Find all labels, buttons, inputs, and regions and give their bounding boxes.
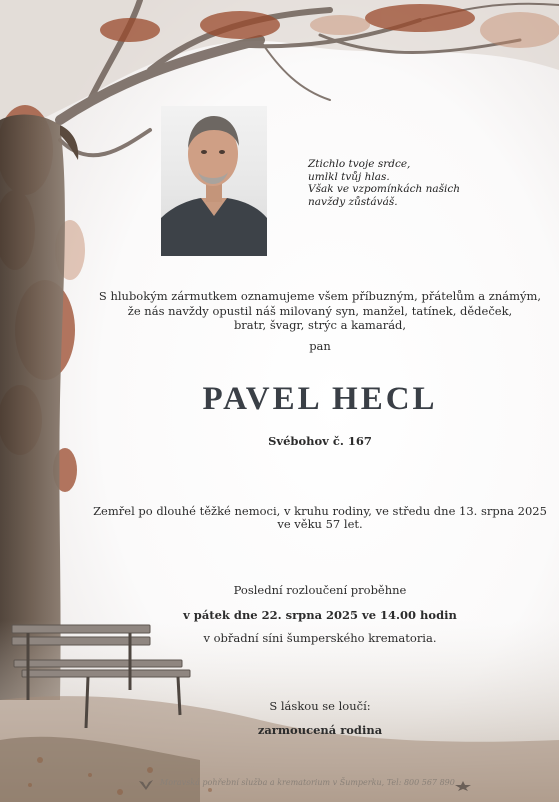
announcement-line: že nás navždy opustil náš milovaný syn, manžel, tatínek, dědeček, bbox=[127, 303, 513, 318]
poem-line: Však ve vzpomínkách našich bbox=[308, 183, 461, 195]
mourning-family: zarmoucená rodina bbox=[257, 723, 383, 737]
announcement-line: S hlubokým zármutkem oznamujeme všem příbuzným, přátelům a známým, bbox=[98, 289, 542, 303]
portrait-photo bbox=[161, 106, 267, 256]
announcement-text bbox=[80, 289, 559, 333]
farewell-location: v obřadní síni šumperského krematoria. bbox=[203, 631, 437, 645]
farewell-intro: Poslední rozloučení proběhne bbox=[233, 583, 407, 597]
poem bbox=[308, 158, 508, 208]
poem-line: umlkl tvůj hlas. bbox=[308, 170, 390, 183]
poem-line: Ztichlo tvoje srdce, bbox=[308, 158, 411, 170]
crematorium-logo-icon bbox=[454, 777, 472, 796]
death-line: ve věku 57 let. bbox=[277, 517, 363, 531]
announcement-line: bratr, švagr, strýc a kamarád, bbox=[233, 318, 407, 332]
death-notice bbox=[80, 505, 559, 531]
poem-line: navždy zůstáváš. bbox=[308, 195, 398, 208]
farewell-date-time: v pátek dne 22. srpna 2025 ve 14.00 hodin bbox=[183, 608, 457, 622]
honorific: pan bbox=[309, 339, 331, 353]
death-line: Zemřel po dlouhé těžké nemoci, v kruhu rodiny, ve středu dne 13. srpna 2025 bbox=[93, 504, 547, 518]
funeral-service-footer: Moravská pohřební služba a krematorium v Šumperku, Tel: 800 567 890 bbox=[160, 778, 455, 787]
funeral-service-logo-icon bbox=[138, 776, 154, 795]
farewell-by-label: S láskou se loučí: bbox=[269, 699, 371, 713]
deceased-address: Svébohov č. 167 bbox=[268, 434, 372, 448]
deceased-name: PAVEL HECL bbox=[202, 381, 438, 417]
